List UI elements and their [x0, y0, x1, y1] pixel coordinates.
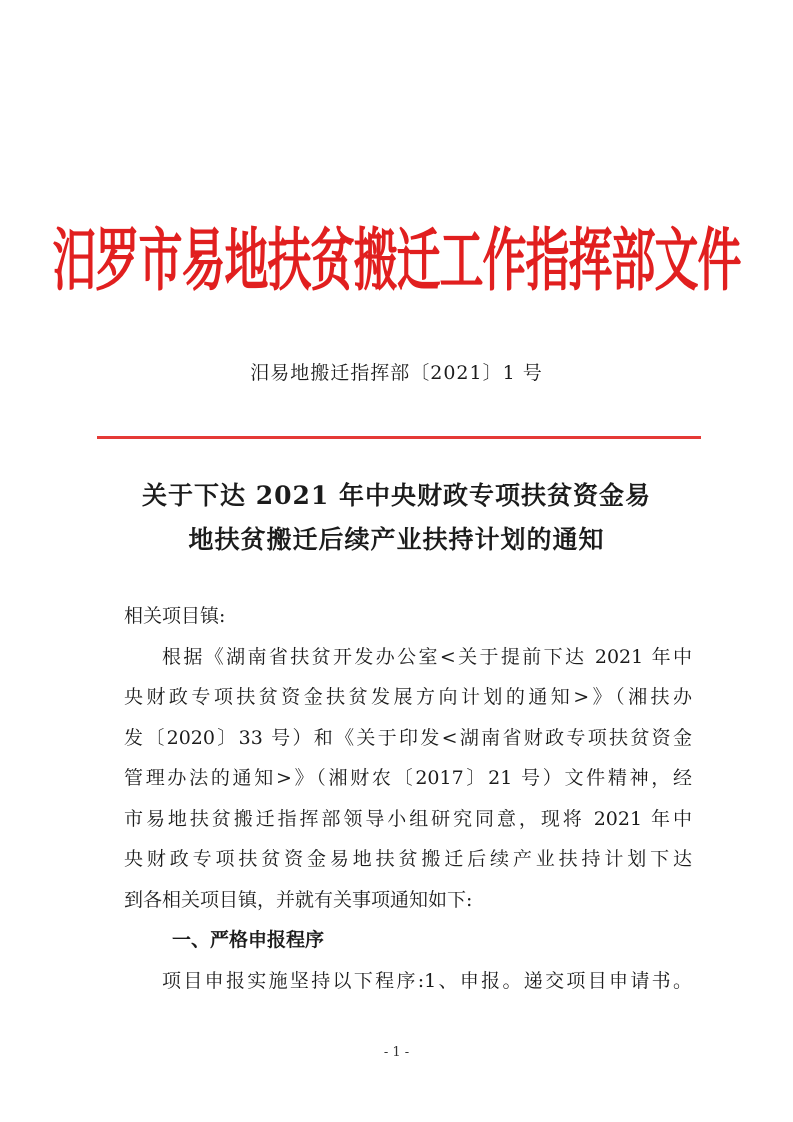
page-number: - 1 - [383, 1045, 410, 1060]
paragraph-line: 央财政专项扶贫资金易地扶贫搬迁后续产业扶持计划下达 [124, 848, 692, 870]
paragraph-line: 到各相关项目镇，并就有关事项通知如下: [124, 888, 473, 911]
notice-title-line-2: 地扶贫搬迁后续产业扶持计划的通知 [188, 525, 605, 554]
paragraph-line: 市易地扶贫搬迁指挥部领导小组研究同意，现将 2021 年中 [124, 807, 692, 830]
paragraph-line: 央财政专项扶贫资金扶贫发展方向计划的通知>》（湘扶办 [124, 686, 692, 708]
document-number: 汨易地搬迁指挥部〔2021〕1 号 [250, 362, 543, 384]
document-body [124, 596, 692, 1001]
notice-title-line-1: 关于下达 2021 年中央财政专项扶贫资金易 [142, 481, 651, 510]
notice-title [80, 474, 713, 562]
masthead-title: 汨罗市易地扶贫搬迁工作指挥部文件 [52, 222, 741, 302]
red-divider-line [97, 436, 701, 439]
section-text: 项目申报实施坚持以下程序:1、申报。递交项目申请书。 [162, 969, 692, 992]
paragraph-line: 根据《湖南省扶贫开发办公室<关于提前下达 2021 年中 [162, 645, 692, 668]
paragraph-line: 发〔2020〕33 号）和《关于印发<湖南省财政专项扶贫资金 [124, 726, 692, 749]
paragraph-line: 管理办法的通知>》（湘财农〔2017〕21 号）文件精神，经 [124, 767, 692, 789]
salutation: 相关项目镇: [124, 605, 226, 627]
section-heading: 一、严格申报程序 [172, 929, 325, 951]
